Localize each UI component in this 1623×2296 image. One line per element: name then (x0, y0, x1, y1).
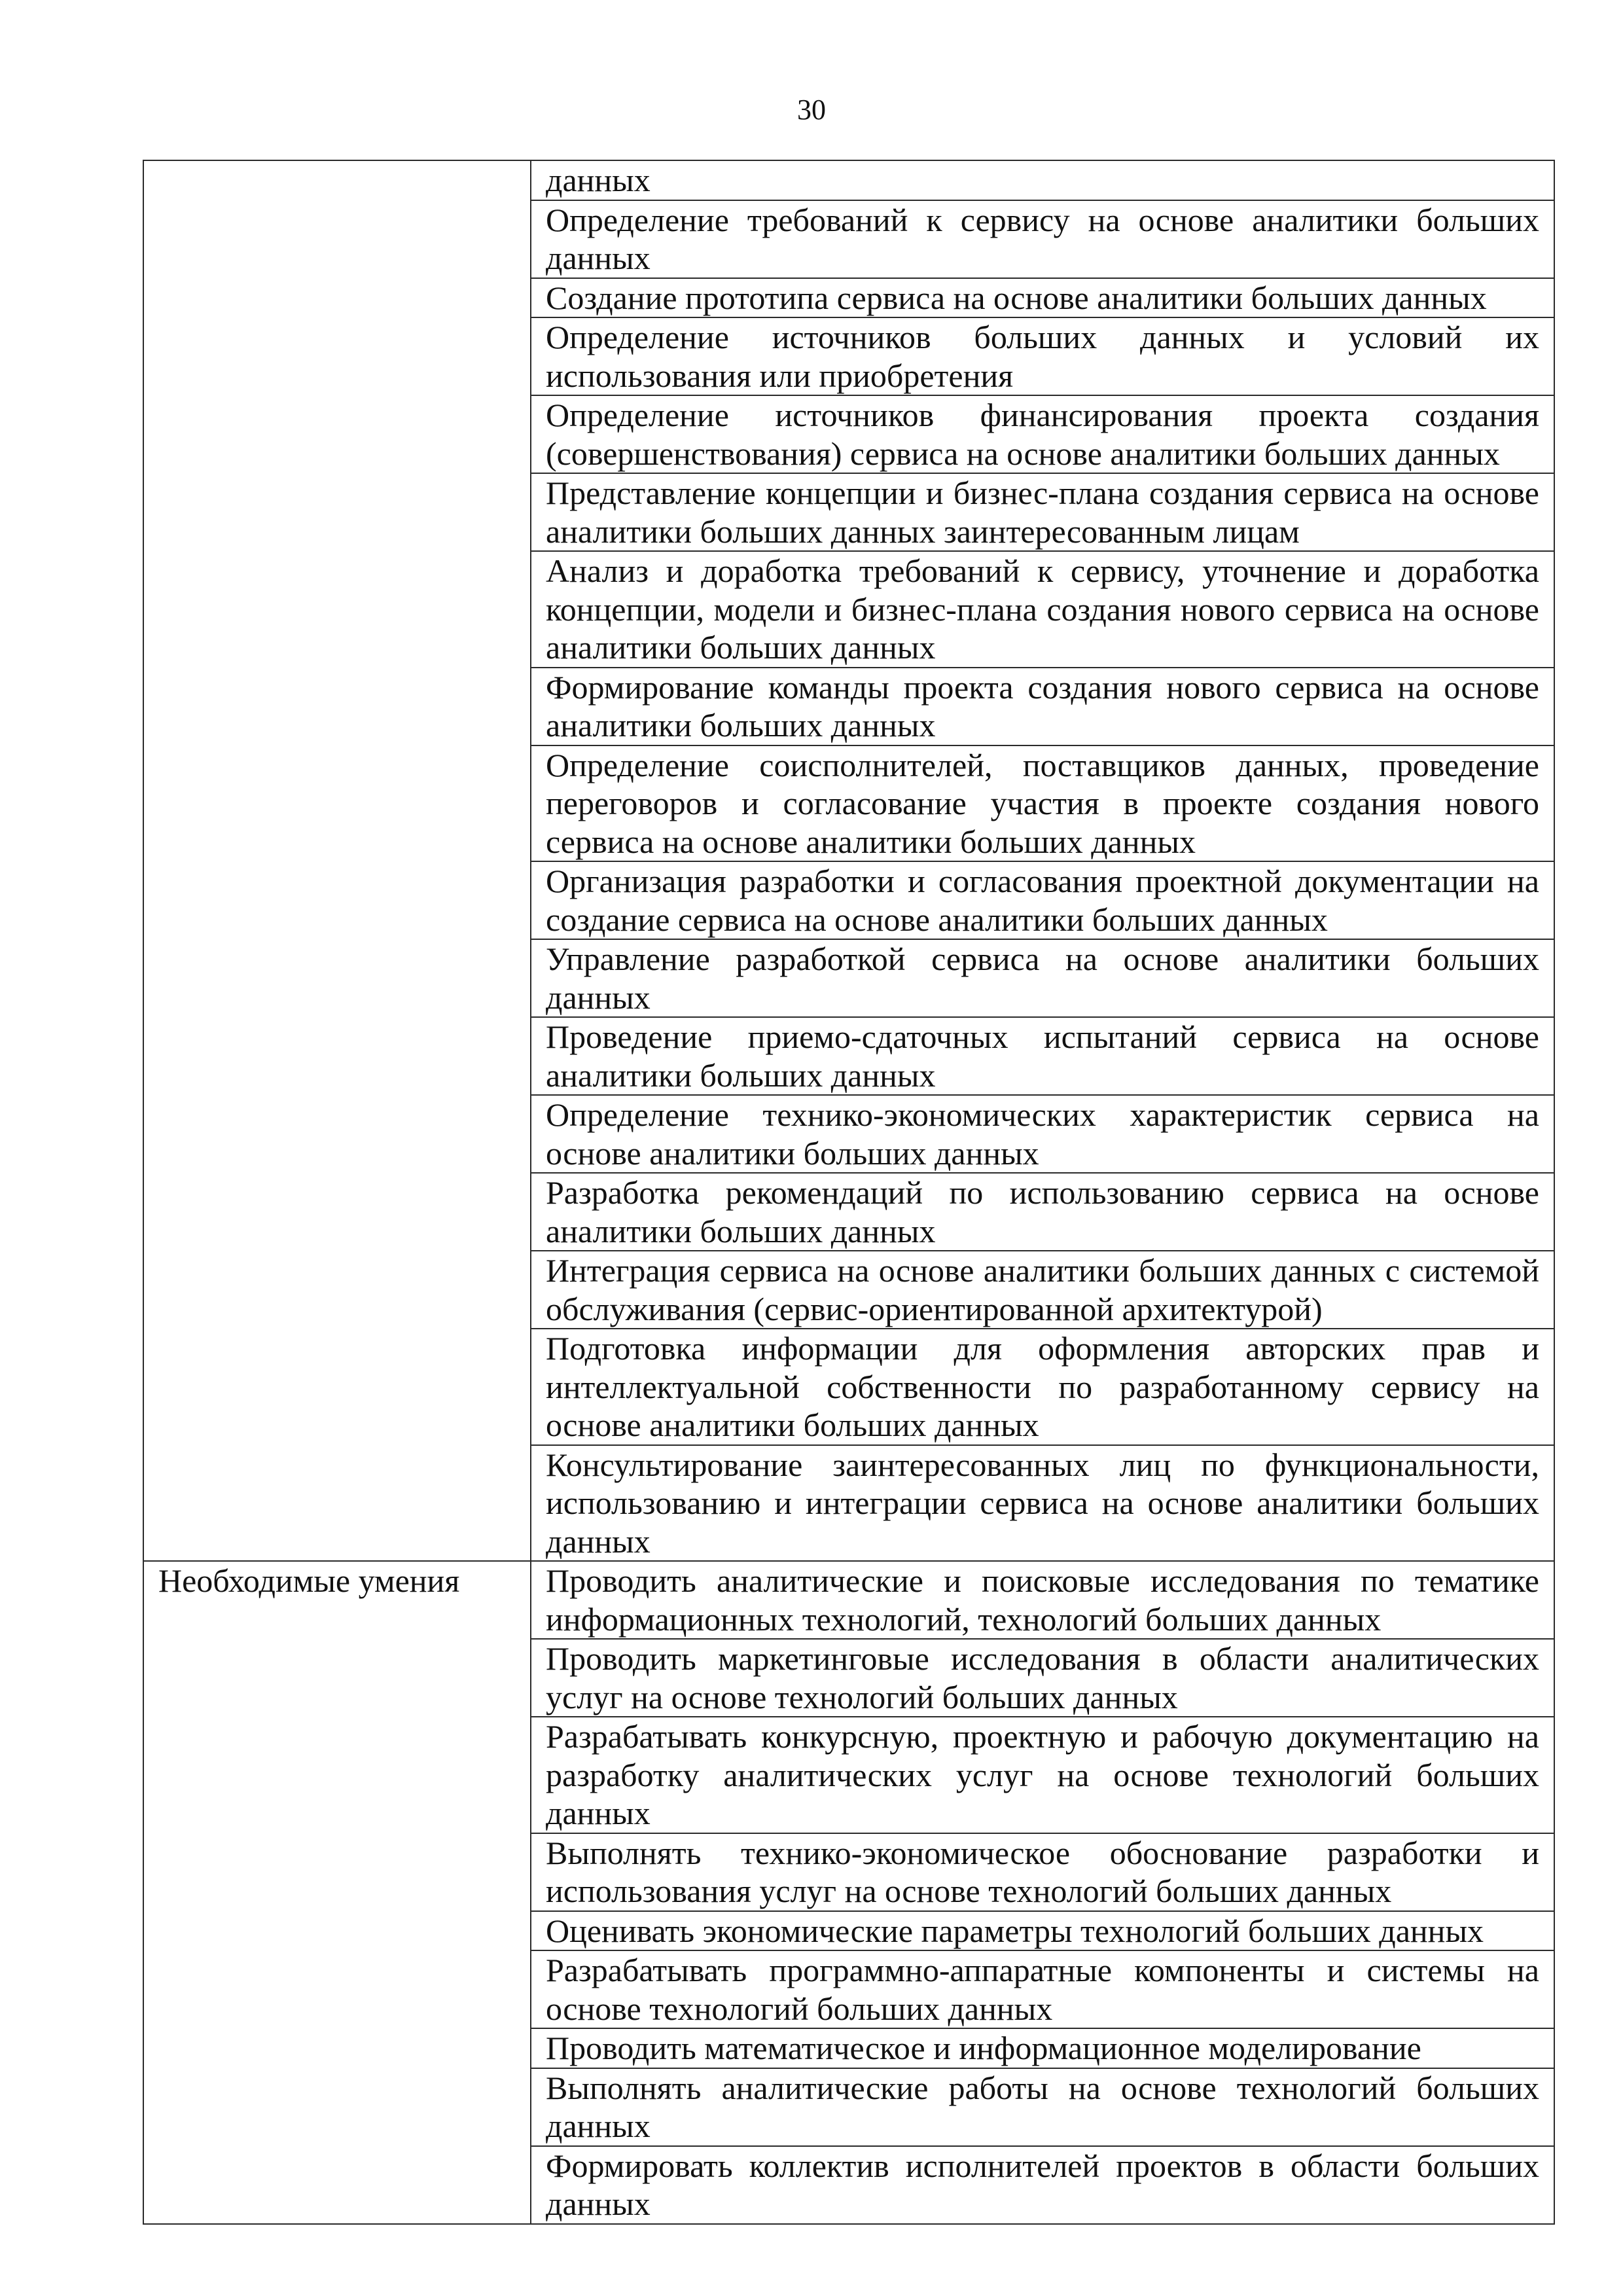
table-cell-item: Проведение приемо-сдаточных испытаний сервиса на основе аналитики больших данных (531, 1017, 1554, 1095)
table-cell-item: Формировать коллектив исполнителей проектов в области больших данных (531, 2146, 1554, 2224)
table-cell-item: Управление разработкой сервиса на основе аналитики больших данных (531, 939, 1554, 1017)
table-cell-item: Организация разработки и согласования проектной документации на создание сервиса на основе аналитики больших данных (531, 861, 1554, 939)
table-cell-item: Проводить математическое и информационное моделирование (531, 2028, 1554, 2068)
section-label-skills: Необходимые умения (143, 1561, 531, 2224)
table-cell-item: Определение требований к сервису на основе аналитики больших данных (531, 200, 1554, 278)
table-body (143, 160, 1554, 2224)
table-cell-item: Представление концепции и бизнес-плана создания сервиса на основе аналитики больших данных заинтересованным лицам (531, 473, 1554, 551)
page-number: 30 (797, 94, 826, 126)
table-cell-item: Определение источников больших данных и условий их использования или приобретения (531, 317, 1554, 395)
table-cell-item: Выполнять технико-экономическое обоснование разработки и использования услуг на основе технологий больших данных (531, 1833, 1554, 1911)
table-cell-item: Разрабатывать конкурсную, проектную и рабочую документацию на разработку аналитических услуг на основе технологий больших данных (531, 1717, 1554, 1833)
table-cell-item: Анализ и доработка требований к сервису, уточнение и доработка концепции, модели и бизнес-плана создания нового сервиса на основе аналитики больших данных (531, 551, 1554, 668)
table-cell-item: Интеграция сервиса на основе аналитики больших данных с системой обслуживания (сервис-ориентированной архитектурой) (531, 1251, 1554, 1329)
table-cell-item: Разработка рекомендаций по использованию сервиса на основе аналитики больших данных (531, 1173, 1554, 1251)
table-cell-item: Оценивать экономические параметры технологий больших данных (531, 1911, 1554, 1951)
table-cell-item: данных (531, 160, 1554, 200)
table-cell-item: Определение технико-экономических характеристик сервиса на основе аналитики больших данных (531, 1095, 1554, 1173)
section-label-continued (143, 160, 531, 1561)
table-cell-item: Определение соисполнителей, поставщиков данных, проведение переговоров и согласование участия в проекте создания нового сервиса на основе аналитики больших данных (531, 745, 1554, 862)
table-cell-item: Разрабатывать программно-аппаратные компоненты и системы на основе технологий больших данных (531, 1950, 1554, 2028)
requirements-table (143, 160, 1555, 2225)
table-cell-item: Создание прототипа сервиса на основе аналитики больших данных (531, 278, 1554, 318)
table-cell-item: Выполнять аналитические работы на основе технологий больших данных (531, 2068, 1554, 2146)
table-cell-item: Консультирование заинтересованных лиц по функциональности, использованию и интеграции сервиса на основе аналитики больших данных (531, 1445, 1554, 1562)
table-cell-item: Подготовка информации для оформления авторских прав и интеллектуальной собственности по разработанному сервису на основе аналитики больших данных (531, 1329, 1554, 1445)
table-cell-item: Определение источников финансирования проекта создания (совершенствования) сервиса на основе аналитики больших данных (531, 395, 1554, 473)
table-cell-item: Проводить маркетинговые исследования в области аналитических услуг на основе технологий больших данных (531, 1639, 1554, 1717)
table-cell-item: Проводить аналитические и поисковые исследования по тематике информационных технологий, технологий больших данных (531, 1561, 1554, 1639)
table-row (143, 1561, 1554, 1639)
table-row (143, 160, 1554, 200)
table-cell-item: Формирование команды проекта создания нового сервиса на основе аналитики больших данных (531, 668, 1554, 745)
